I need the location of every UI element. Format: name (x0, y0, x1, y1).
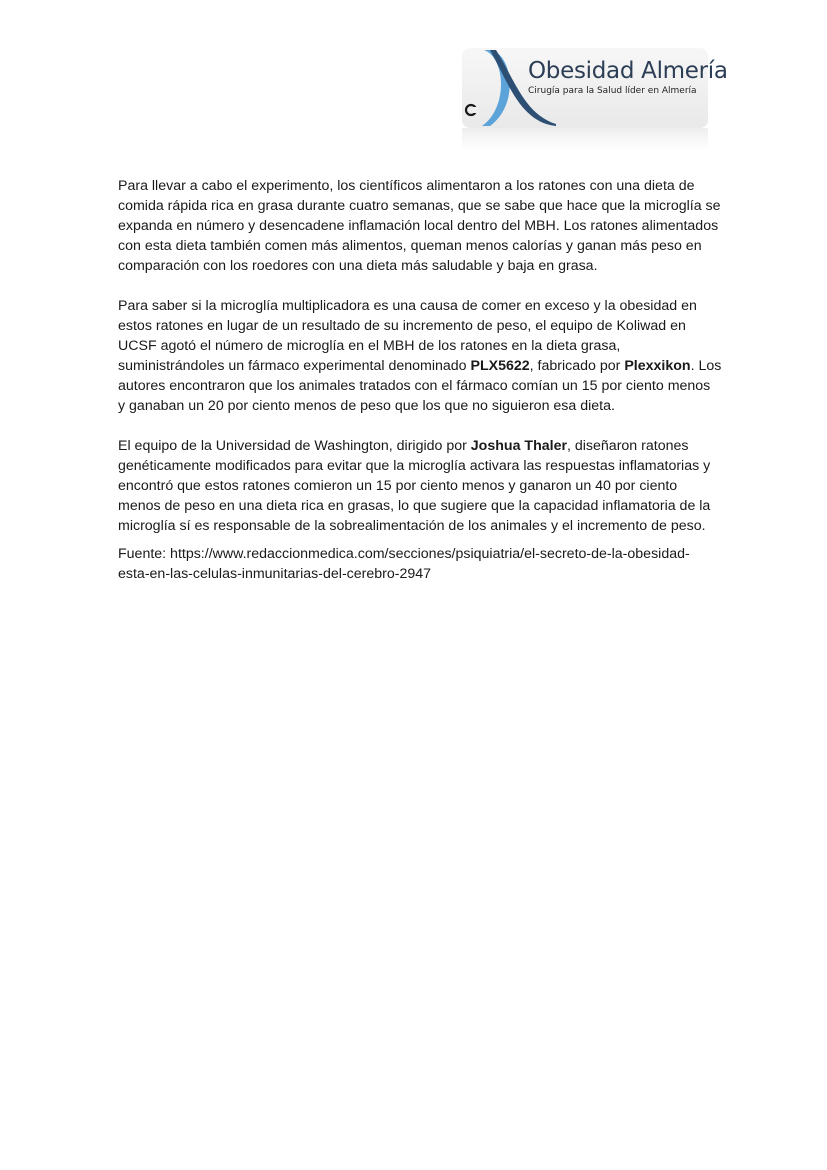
text-line: UCSF agotó el número de microglía en el MBH de los ratones en la dieta grasa, (118, 338, 621, 354)
obesidad-almeria-logo (462, 48, 728, 152)
text-line: comparación con los roedores con una dieta más saludable y baja en grasa. (118, 258, 598, 274)
text-line: microglía sí es responsable de la sobrealimentación de los animales y el incremento de peso. (118, 518, 706, 534)
text-line: expanda en número y desencadene inflamación local dentro del MBH. Los ratones alimentados (118, 218, 719, 234)
text-line-with-bold (118, 356, 722, 376)
logo-reflection (462, 128, 708, 152)
text-run: , diseñaron ratones (567, 438, 689, 454)
text-line: con esta dieta también comen más alimentos, queman menos calorías y ganan más peso en (118, 238, 702, 254)
paragraph-1 (118, 176, 721, 276)
text-line: y ganaban un 20 por ciento menos de peso que los que no siguieron esa dieta. (118, 398, 615, 414)
text-run: . Los (690, 358, 722, 374)
text-line: Para saber si la microglía multiplicadora es una causa de comer en exceso y la obesidad en (118, 298, 697, 314)
source-line: esta-en-las-celulas-inmunitarias-del-cerebro-2947 (118, 566, 432, 582)
text-run: suministrándoles un fármaco experimental denominado (118, 358, 471, 374)
source-line: Fuente: https://www.redaccionmedica.com/secciones/psiquiatria/el-secreto-de-la-obesidad- (118, 546, 690, 562)
text-line: Para llevar a cabo el experimento, los científicos alimentaron a los ratones con una dieta de (118, 178, 695, 194)
article-body (118, 176, 722, 584)
text-run: El equipo de la Universidad de Washington, dirigido por (118, 438, 471, 454)
text-line: encontró que estos ratones comieron un 15 por ciento menos y ganaron un 40 por ciento (118, 478, 678, 494)
text-line: comida rápida rica en grasa durante cuatro semanas, que se sabe que hace que la microglía se (118, 198, 721, 214)
text-line-with-bold (118, 436, 718, 456)
source-citation (118, 544, 718, 584)
logo-title: Obesidad Almería (528, 58, 728, 84)
drug-name: PLX5622 (470, 358, 530, 374)
researcher-name: Joshua Thaler (470, 438, 567, 454)
text-line: autores encontraron que los animales tratados con el fármaco comían un 15 por ciento menos (118, 378, 711, 394)
company-name: Plexxikon (624, 358, 691, 374)
paragraph-3 (118, 436, 718, 536)
text-line: estos ratones en lugar de un resultado de su incremento de peso, el equipo de Koliwad en (118, 318, 686, 334)
paragraph-2 (118, 296, 722, 416)
text-run: , fabricado por (529, 358, 625, 374)
text-line: genéticamente modificados para evitar que la microglía activara las respuestas inflamatorias y (118, 458, 711, 474)
logo-subtitle: Cirugía para la Salud líder en Almería (528, 86, 697, 96)
text-line: menos de peso en una dieta rica en grasas, lo que sugiere que la capacidad inflamatoria de la (118, 498, 711, 514)
